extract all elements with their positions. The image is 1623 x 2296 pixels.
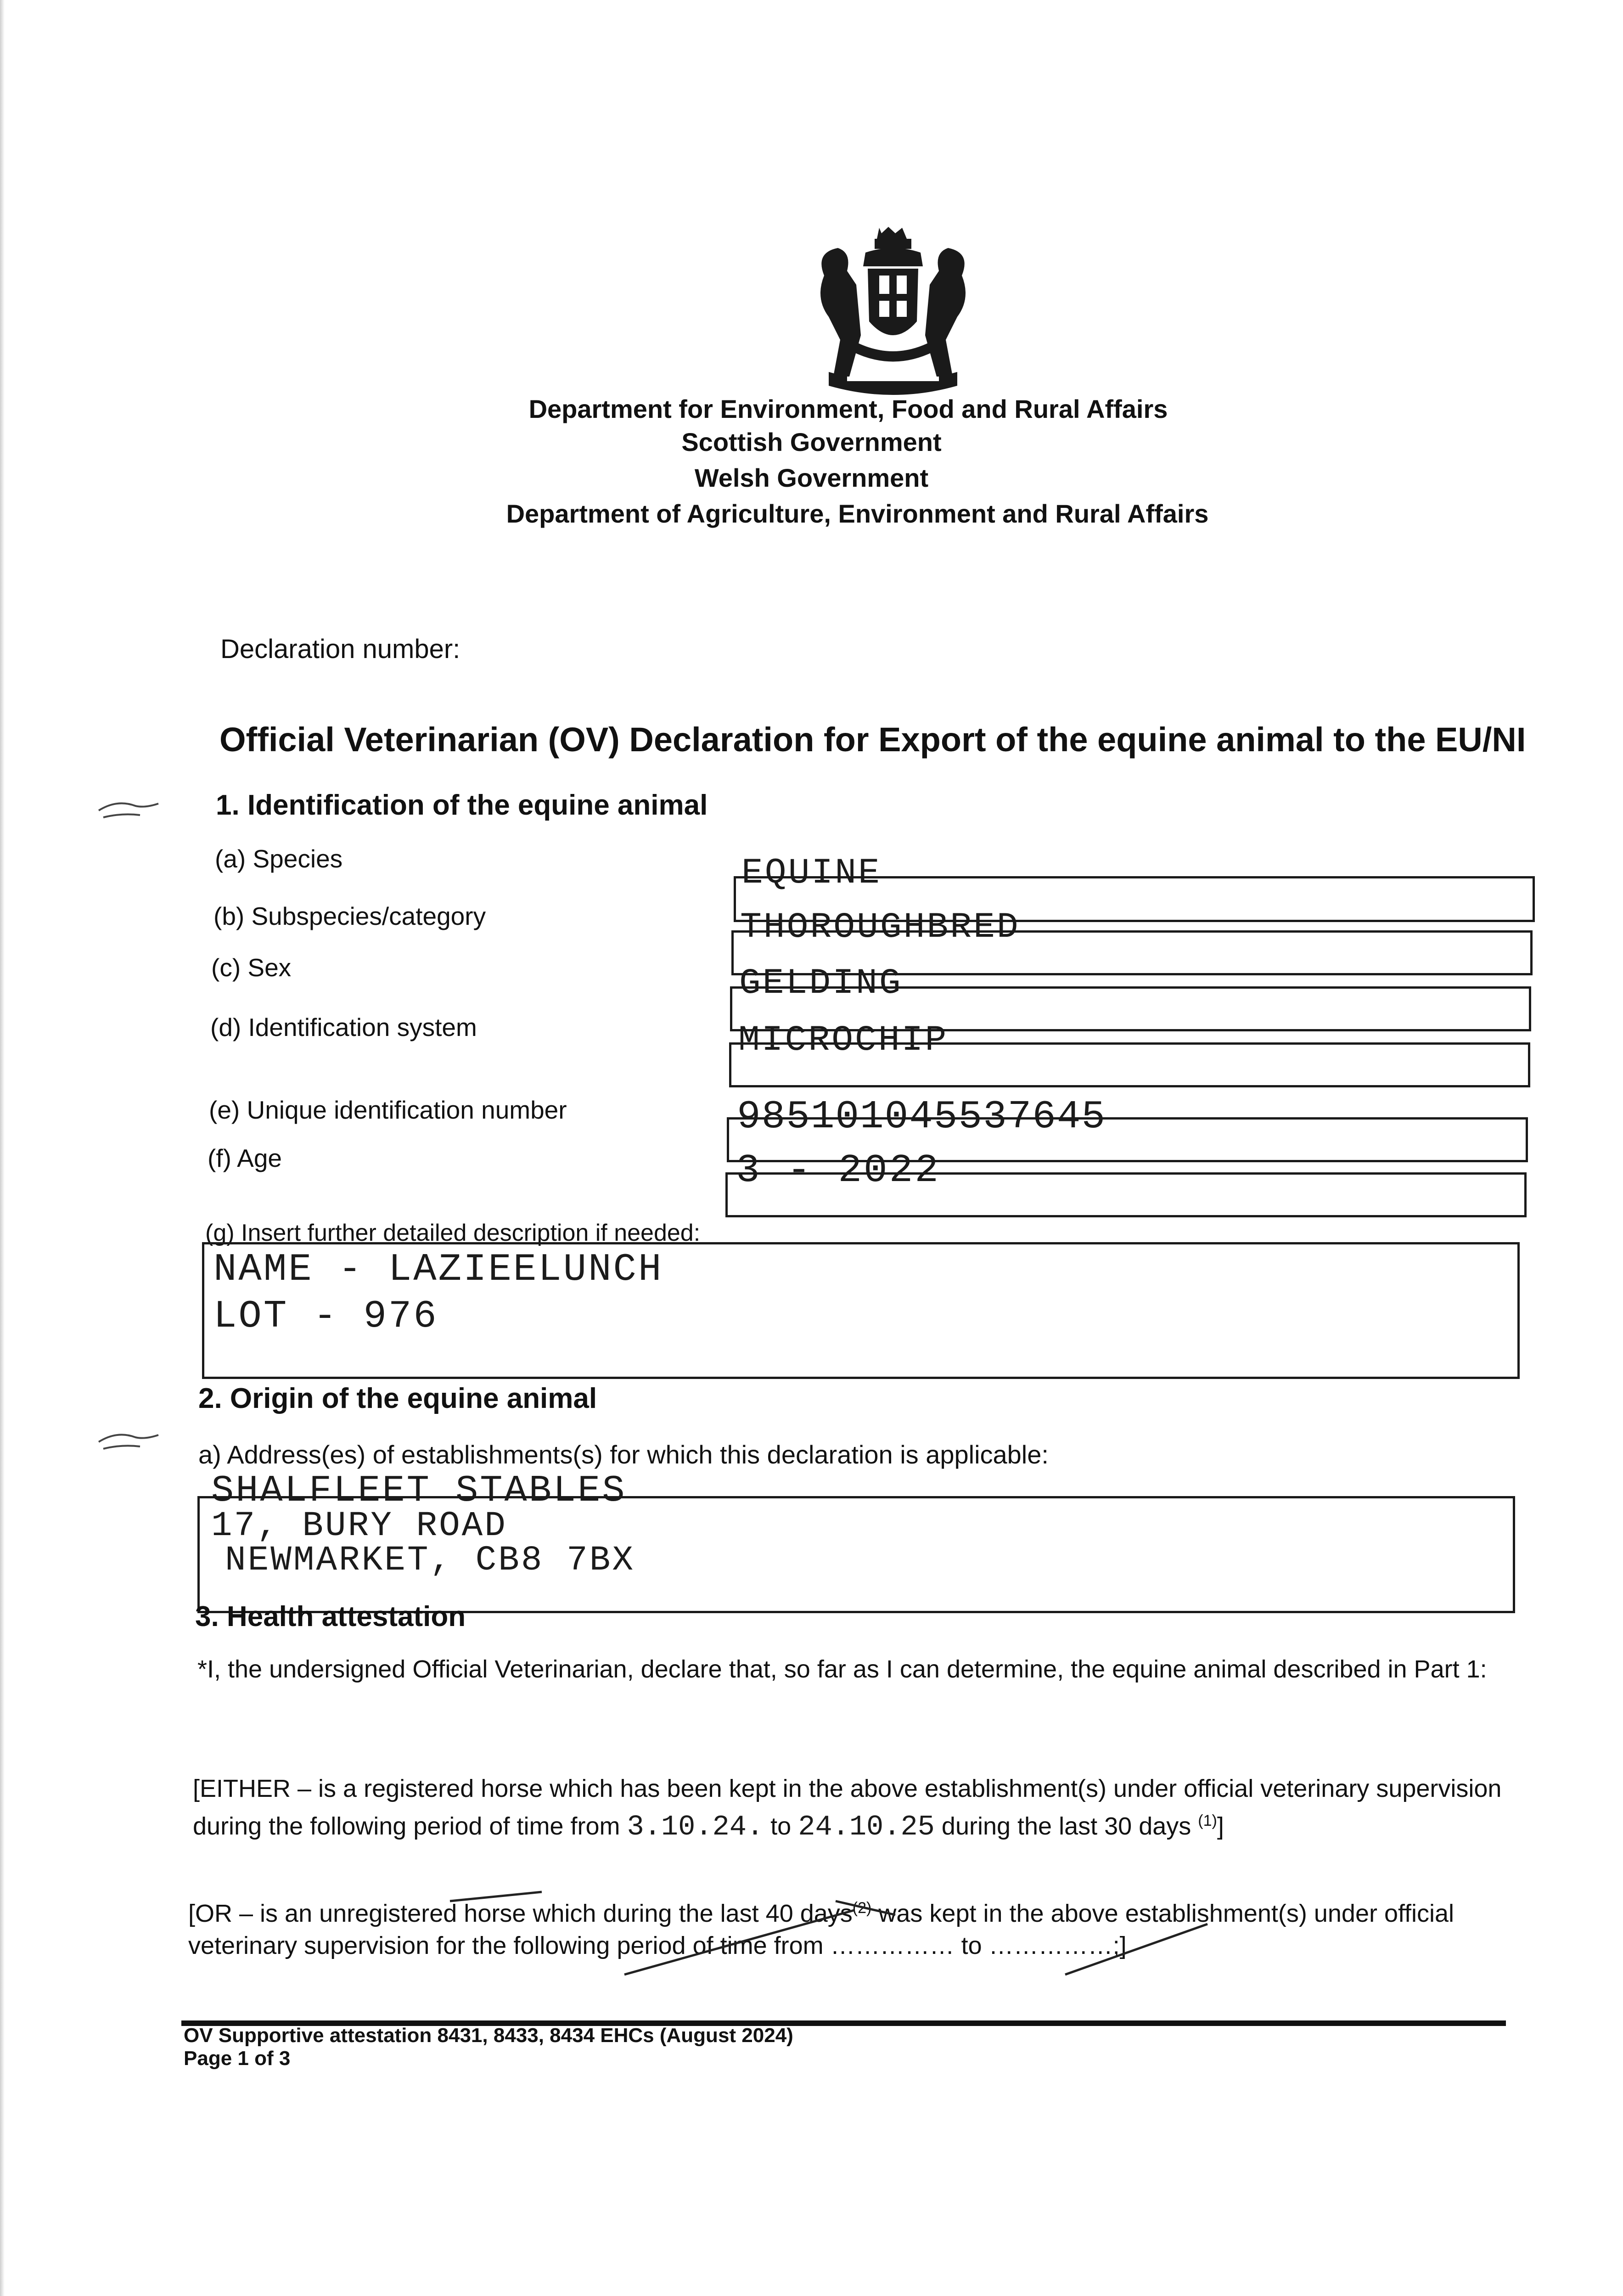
either-end: ] bbox=[1217, 1812, 1224, 1840]
department-welsh-government: Welsh Government bbox=[694, 463, 929, 492]
identification-system-value: MICROCHIP bbox=[738, 1020, 949, 1061]
unique-id-value: 985101045537645 bbox=[737, 1094, 1106, 1139]
margin-mark bbox=[94, 794, 168, 822]
footer-attestation-ref: OV Supportive attestation 8431, 8433, 8434 EHCs (August 2024) bbox=[184, 2024, 793, 2047]
either-to-date: 24.10.25 bbox=[798, 1811, 935, 1843]
either-footnote-ref: (1) bbox=[1198, 1812, 1217, 1829]
either-clause bbox=[193, 1773, 1506, 1843]
identification-system-label: (d) Identification system bbox=[210, 1013, 477, 1041]
section-2-heading: 2. Origin of the equine animal bbox=[198, 1383, 597, 1414]
section-1-heading: 1. Identification of the equine animal bbox=[216, 789, 708, 821]
age-label: (f) Age bbox=[208, 1144, 282, 1172]
margin-mark bbox=[94, 1426, 168, 1453]
sex-value: GELDING bbox=[739, 963, 903, 1004]
health-attestation-intro: *I, the undersigned Official Veterinarian, declare that, so far as I can determine, the equine animal described in Part 1: bbox=[197, 1655, 1487, 1683]
subspecies-label: (b) Subspecies/category bbox=[213, 902, 486, 930]
strike-through-marks bbox=[367, 1883, 1240, 1993]
address-line-3: NEWMARKET, CB8 7BX bbox=[225, 1541, 635, 1580]
royal-coat-of-arms-icon bbox=[797, 225, 989, 400]
further-description-line-2: LOT - 976 bbox=[213, 1295, 438, 1339]
either-from-date: 3.10.24. bbox=[627, 1811, 764, 1843]
either-to-word: to bbox=[770, 1812, 792, 1840]
page-title: Official Veterinarian (OV) Declaration for Export of the equine animal to the EU/NI bbox=[219, 720, 1526, 759]
address-label: a) Address(es) of establishments(s) for which this declaration is applicable: bbox=[198, 1440, 1049, 1469]
section-3-heading: 3. Health attestation bbox=[195, 1601, 466, 1632]
unique-id-label: (e) Unique identification number bbox=[209, 1096, 567, 1124]
department-defra: Department for Environment, Food and Rural Affairs bbox=[528, 394, 1168, 423]
department-daera: Department of Agriculture, Environment and Rural Affairs bbox=[506, 499, 1209, 528]
declaration-number-label: Declaration number: bbox=[220, 634, 461, 664]
or-footnote-ref: (2) bbox=[852, 1899, 872, 1917]
or-text-2: was kept in the above establishment(s) under official veterinary supervision for the following period of time from …………… to ……………;] bbox=[188, 1900, 1455, 1959]
department-scottish-government: Scottish Government bbox=[681, 428, 942, 456]
further-description-line-1: NAME - LAZIEELUNCH bbox=[213, 1248, 663, 1292]
either-text-2: during the last 30 days bbox=[941, 1812, 1191, 1840]
footer-page-number: Page 1 of 3 bbox=[184, 2047, 291, 2070]
or-text-1: [OR – is an unregistered horse which during the last 40 days bbox=[188, 1900, 853, 1927]
either-text-1: [EITHER – is a registered horse which has been kept in the above establishment(s) under official veterinary supervision during the following period of time from bbox=[193, 1775, 1502, 1840]
subspecies-value: THOROUGHBRED bbox=[740, 907, 1020, 948]
species-value: EQUINE bbox=[741, 853, 882, 894]
further-description-label: (g) Insert further detailed description if needed: bbox=[205, 1220, 701, 1246]
sex-label: (c) Sex bbox=[211, 953, 292, 982]
address-line-1: SHALFLEET STABLES bbox=[211, 1469, 627, 1512]
address-line-2: 17, BURY ROAD bbox=[211, 1506, 507, 1546]
scan-edge bbox=[0, 0, 5, 2296]
age-value: 3 - 2022 bbox=[736, 1148, 940, 1193]
species-label: (a) Species bbox=[215, 844, 343, 873]
